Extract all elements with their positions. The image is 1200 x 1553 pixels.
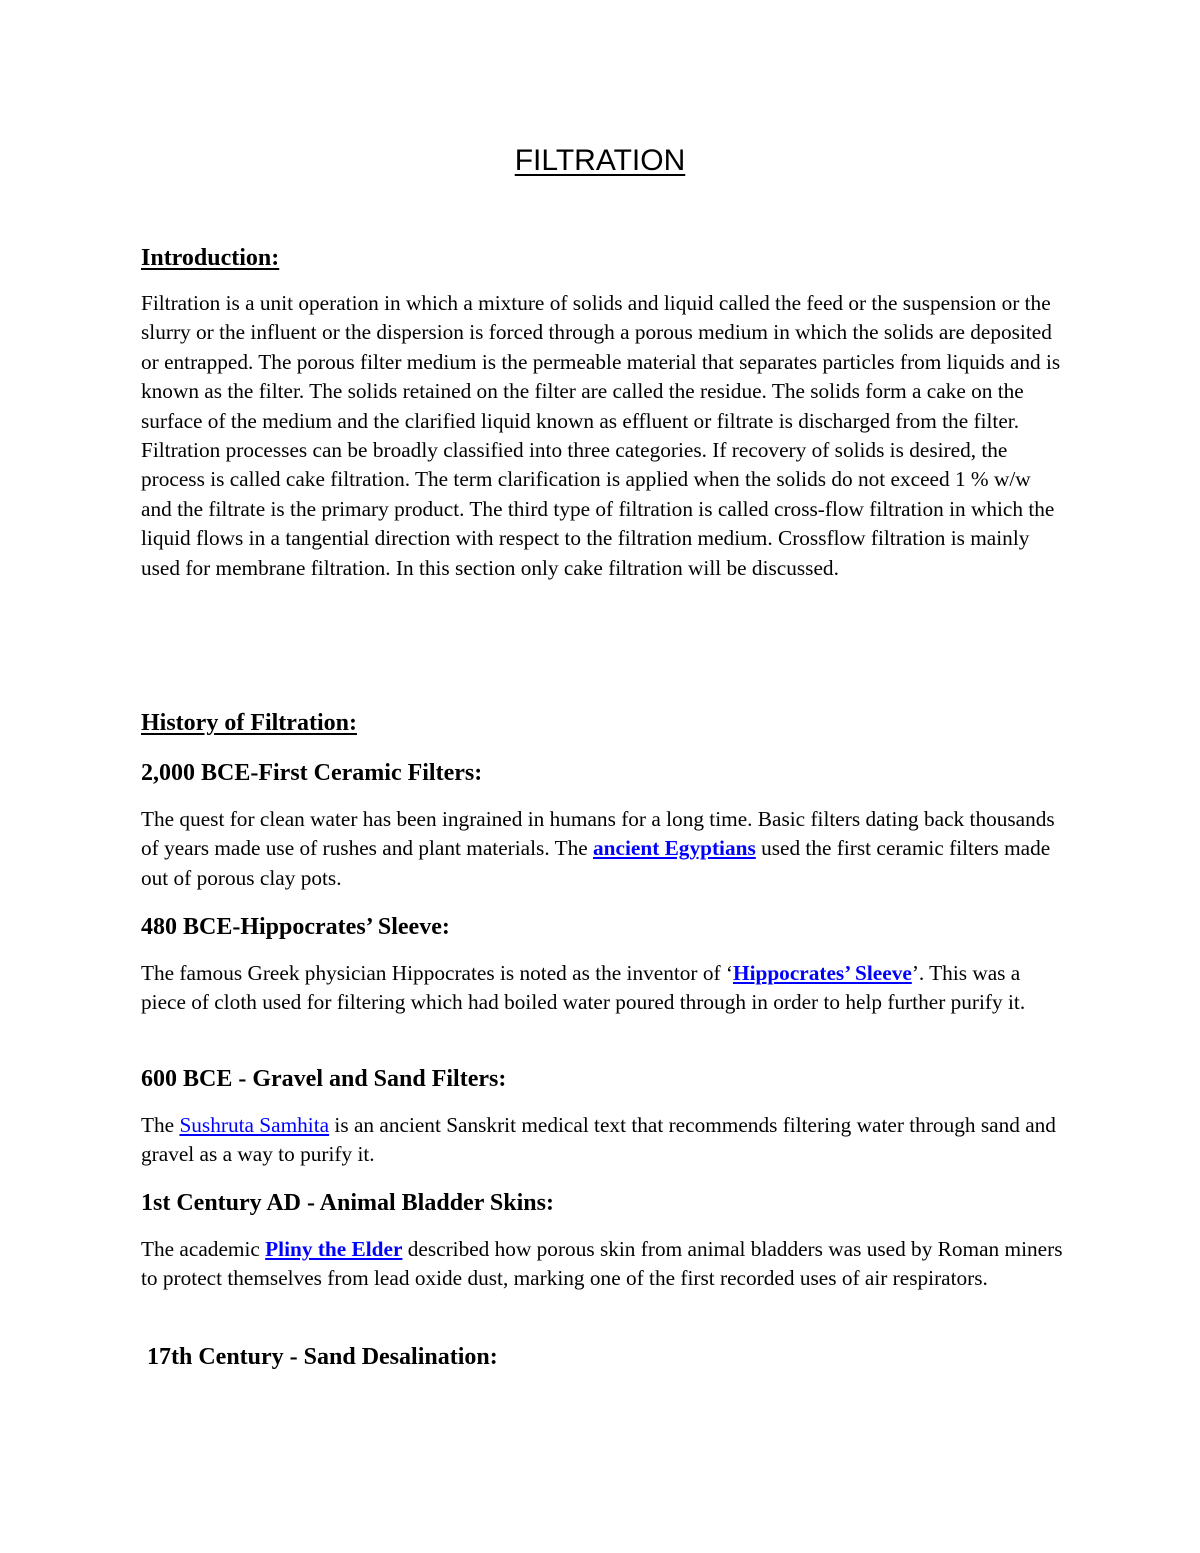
history-entry-heading-sand-desalination: 17th Century - Sand Desalination: [147, 1344, 498, 1370]
history-entry-paragraph-gravel-sand-filters [141, 1111, 1066, 1170]
paragraph-text: is an ancient Sanskrit medical text that recommends filtering water through sand and gravel as a way to purify it. [141, 1113, 1056, 1167]
link-sushruta-samhita[interactable]: Sushruta Samhita [179, 1113, 330, 1137]
history-entry-paragraph-hippocrates-sleeve [141, 959, 1066, 1018]
link-ancient-egyptians[interactable]: ancient Egyptians [593, 836, 756, 861]
paragraph-text: ’. This was a piece of cloth used for filtering which had boiled water poured through in order to help further purify it. [141, 961, 1026, 1015]
history-entry-heading-animal-bladder-skins: 1st Century AD - Animal Bladder Skins: [141, 1190, 554, 1216]
link-hippocrates-sleeve[interactable]: Hippocrates’ Sleeve [733, 961, 912, 985]
introduction-heading: Introduction: [141, 245, 280, 271]
history-entry-heading-hippocrates-sleeve: 480 BCE-Hippocrates’ Sleeve: [141, 914, 450, 940]
paragraph-text: The [141, 1113, 180, 1137]
paragraph-text: The academic [141, 1237, 266, 1261]
link-pliny-the-elder[interactable]: Pliny the Elder [265, 1237, 403, 1261]
paragraph-text: The quest for clean water has been ingrained in humans for a long time. Basic filters dating back thousands of years made use of rushes and plant materials. The [141, 807, 1055, 861]
paragraph-text: used the first ceramic filters made out of porous clay pots. [141, 836, 1051, 890]
paragraph-text: The famous Greek physician Hippocrates is noted as the inventor of ‘ [141, 961, 733, 985]
history-entry-heading-gravel-sand-filters: 600 BCE - Gravel and Sand Filters: [141, 1066, 507, 1092]
history-entry-paragraph-animal-bladder-skins [141, 1235, 1066, 1294]
history-entry-paragraph-ceramic-filters [141, 805, 1066, 893]
history-heading: History of Filtration: [141, 710, 357, 736]
paragraph-text: described how porous skin from animal bladders was used by Roman miners to protect themselves from lead oxide dust, marking one of the first recorded uses of air respirators. [141, 1237, 1063, 1291]
history-entry-heading-ceramic-filters: 2,000 BCE-First Ceramic Filters: [141, 760, 483, 786]
document-title: FILTRATION [514, 144, 686, 177]
introduction-paragraph: Filtration is a unit operation in which a mixture of solids and liquid called the feed or the suspension or the slurry or the influent or the dispersion is forced through a porous medium in which the solids are deposited or entrapped. The porous filter medium is the permeable material that separates particles from liquids and is known as the filter. The solids retained on the filter are called the residue. The solids form a cake on the surface of the medium and the clarified liquid known as effluent or filtrate is discharged from the filter. Filtration processes can be broadly classified into three categories. If recovery of solids is desired, the process is called cake filtration. The term clarification is applied when the solids do not exceed 1 % w/w and the filtrate is the primary product. The third type of filtration is called cross-flow filtration in which the liquid flows in a tangential direction with respect to the filtration medium. Crossflow filtration is mainly used for membrane filtration. In this section only cake filtration will be discussed. [141, 291, 1061, 580]
